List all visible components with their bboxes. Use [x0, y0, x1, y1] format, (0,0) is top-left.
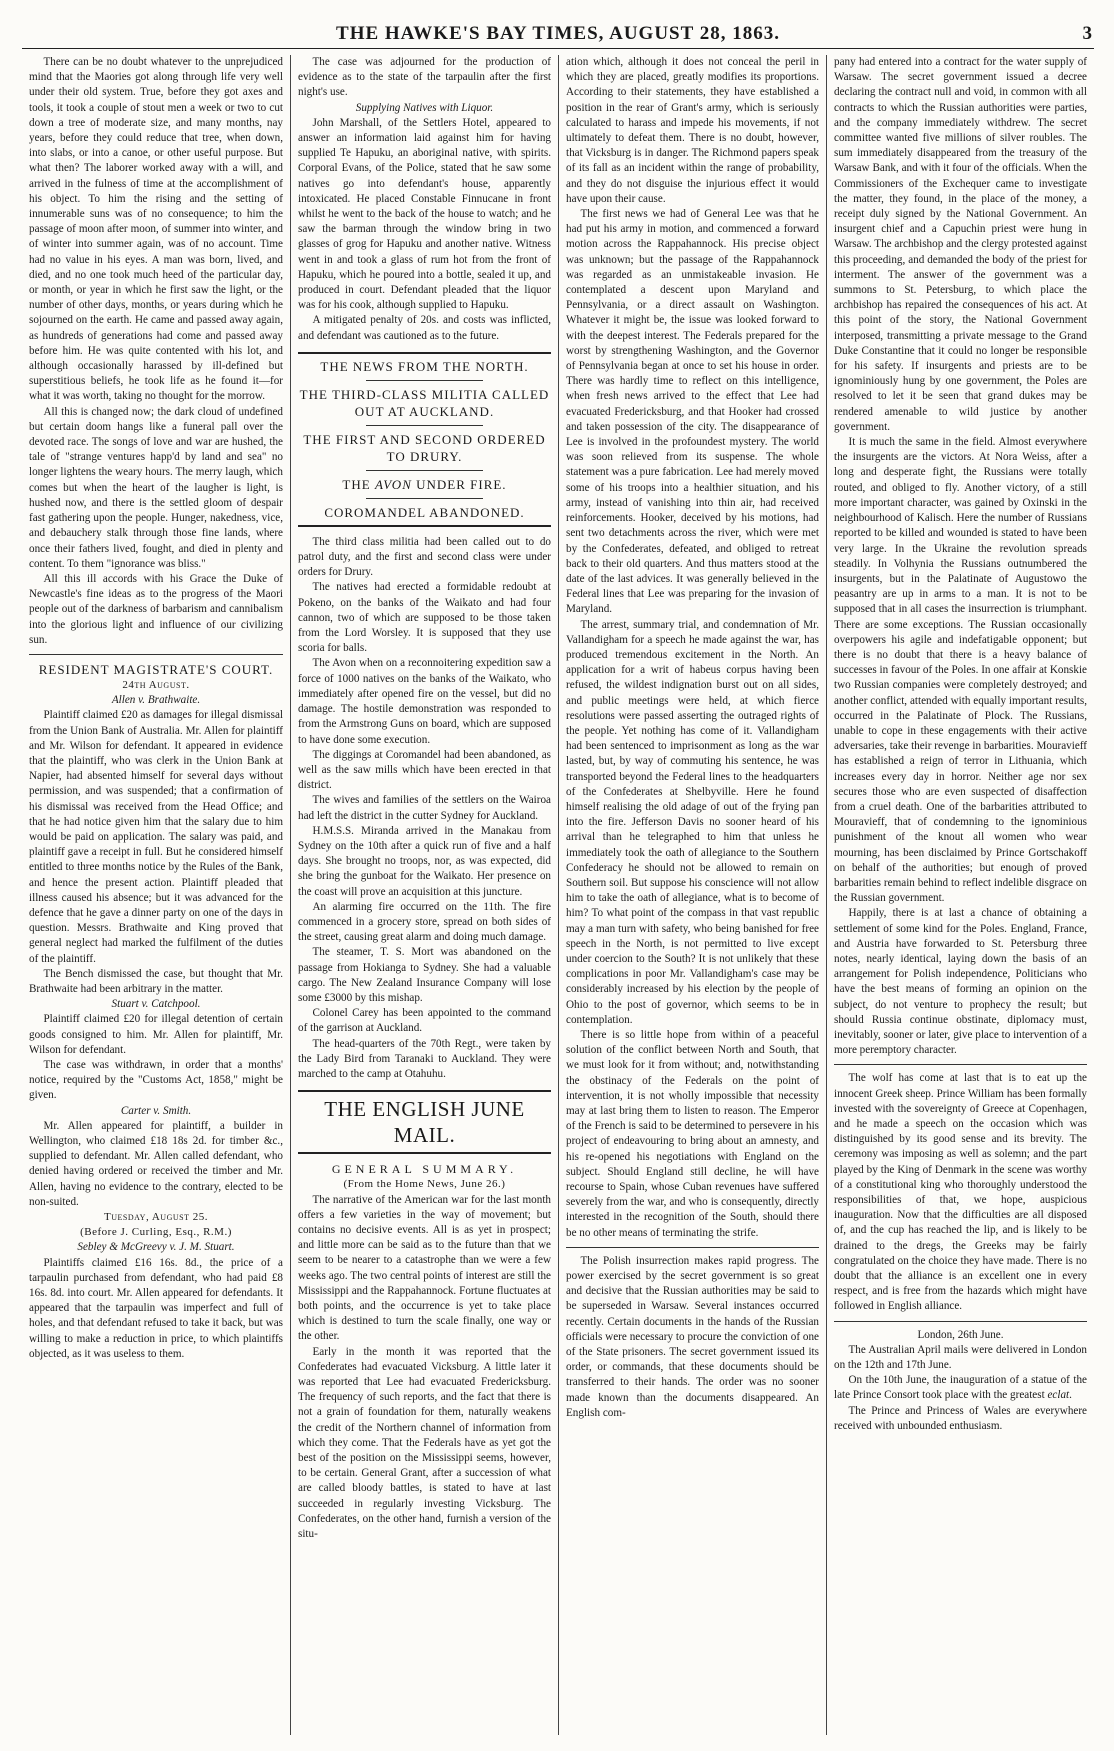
news-paragraph: The natives had erected a formidable redoubt at Pokeno, on the banks of the Waikato and had four cannon, two of which are supposed to be those taken from the Lord Worsley. It is supposed that they use scoria for balls.: [298, 581, 551, 655]
mail-heading: THE ENGLISH JUNE MAIL.: [324, 1097, 525, 1148]
case-result: A mitigated penalty of 20s. and costs was inflicted, and defendant was cautioned as to the future.: [298, 314, 551, 342]
court-date: Tuesday, August 25.: [104, 1211, 208, 1224]
ship-name: AVON: [374, 476, 412, 492]
headline-divider: [366, 498, 482, 499]
summary-paragraph: pany had entered into a contract for the water supply of Warsaw. The secret government issued a decree declaring the contract null and void, in common with all contracts to which the Russian authorities were parties, and the company immediately withdrew. The secret committee wanted five millions of silver roubles. The sum immediately disappeared from the treasury of the Warsaw Bank, and with it four of the officials. When the Commissioners of the Exchequer came to investigate the matter, they found, in the place of the money, a receipt duly signed by the National Government. An insurgent chief and a Capuchin priest were hung in Warsaw. The archbishop and the clergy protested against this proceeding, and demanded the body of the priest for interment. The answer of the government was a summons to St. Petersburg, to which place the archbishop has repaired the consequences of his act. At this point of the story, the National Government interposed, transmitting a private message to the Grand Duke Constantine that it could no longer be responsible for his safety. If insurgents and priests are to be ignominiously hung by one government, the Poles are resolved to let it be seen that grand dukes may be rendered amenable to wild justice by another government.: [834, 56, 1087, 433]
page-number: 3: [1082, 23, 1092, 44]
news-subheading: THE FIRST AND SECOND ORDERED TO DRURY.: [303, 431, 546, 464]
summary-paragraph: Happily, there is at last a chance of obtaining a settlement of some kind for the Poles. England, France, and Austria have forwarded to St. Petersburg three notes, nearly identical, laying down the basis of an arrangement for Polish independence, Politicians who have the best means of forming an opinion on the subject, do not venture to prophecy the result; but should Russia continue obstinate, diplomacy must, inevitably, sooner or later, give place to intervention of a more peremptory character.: [834, 907, 1087, 1057]
case-text: The case was adjourned for the production of evidence as to the state of the tarpaulin after the first night's use.: [298, 56, 551, 99]
case-title: Carter v. Smith.: [120, 1104, 192, 1117]
column-2: [290, 55, 558, 1735]
column-4: [826, 55, 1094, 1735]
column-rule: [834, 1321, 1087, 1322]
case-text: Plaintiffs claimed £16 16s. 8d., the price of a tarpaulin purchased from defendant, who had paid £8 16s. 8d. into court. Mr. Allen appeared for defendants. It appeared that the tarpaulin was imperfect and full of holes, and that defendant refused to take it back, but was willing to make a reduction in price, to which plaintiffs objected, as it was useless to them.: [29, 1256, 283, 1360]
newspaper-title: THE HAWKE'S BAY TIMES, AUGUST 28, 1863.: [336, 23, 780, 44]
summary-paragraph: The Australian April mails were delivered in London on the 12th and 17th June.: [834, 1343, 1087, 1372]
summary-source: (From the Home News, June 26.): [343, 1178, 506, 1191]
summary-paragraph: There is so little hope from within of a peaceful solution of the conflict between North and South, that we must look for it from without; and, notwithstanding the obstinacy of the Federals on the point of intervention, it is not wholly impossible that necessity may at last bring them to listen to reason. The Emperor of the French is said to be determined to persevere in his project of endeavouring to bring about an amnesty, and his re-opened his negotiations with England on the subject. Should England still decline, he will have recourse to Spain, whose Cuban revenues have suffered severely from the war, and who is consequently, directly interested in the recognition of the South, should there be no other means of terminating the strife.: [566, 1029, 819, 1239]
court-bench: (Before J. Curling, Esq., R.M.): [80, 1226, 232, 1239]
news-paragraph: The head-quarters of the 70th Regt., were taken by the Lady Bird from Taranaki to Auckland. They were marched to the camp at Otahuhu.: [298, 1037, 551, 1080]
case-text: Plaintiff claimed £20 for illegal detention of certain goods consigned to him. Mr. Allen for plaintiff, Mr. Wilson for defendant.: [29, 1013, 283, 1056]
news-heading: THE NEWS FROM THE NORTH.: [320, 358, 529, 374]
case-title: Sebley & McGreevy v. J. M. Stuart.: [77, 1241, 235, 1254]
news-paragraph: Colonel Carey has been appointed to the command of the garrison at Auckland.: [298, 1007, 551, 1035]
news-subheading: [298, 476, 551, 493]
case-result: The Bench dismissed the case, but thought that Mr. Brathwaite had been arbitrary in the matter.: [29, 967, 283, 995]
column-rule: [29, 654, 283, 655]
news-paragraph: An alarming fire occurred on the 11th. The fire commenced in a grocery store, spread on both sides of the street, causing great alarm and doing much damage.: [298, 900, 551, 944]
north-news-headlines: [298, 352, 551, 527]
headline-text: UNDER FIRE.: [411, 476, 507, 492]
summary-paragraph: The arrest, summary trial, and condemnation of Mr. Vallandigham for a speech he made against the war, has produced tremendous excitement in the North. An application for a writ of habeus corpus having been refused, the wildest indignation burst out on all sides, and public meetings were held, at which fierce resolutions were passed asserting the outraged rights of the people. Yet nothing has come of it. Vallandigham had been sentenced to imprisonment as long as the war lasted, but, by way of commuting his sentence, he was transported beyond the Federal lines to the headquarters of the Confederates at Shelbyville. Here he found himself realising the old adage of out of the frying pan into the fire. Jefferson Davis no sooner heard of his arrival than he telegraphed to him that unless he immediately took the oath of allegiance to the Southern Confederacy he should not be allowed to remain on Southern soil. But suppose his conscience will not allow him to take the oath of allegiance, what is to become of him? To what point of the compass in that vast republic may a man turn with safety, who being banished for free speech in the North, is not permitted to live except under coercion to the South? It is not unlikely that these complications in poor Mr. Vallandigham's case may be considerably increased by his election by the people of Ohio to the post of governor, which seems to be in contemplation.: [566, 618, 819, 1026]
maori-editorial-paragraph: There can be no doubt whatever to the unprejudiced mind that the Maories got along through life very well under their old system. True, before they got axes and tools, it took a couple of stout men a week or two to cut down a tree of moderate size, and many months, nay years, before they could reduce that tree, when down, into slabs, or into a canoe, or other useful purpose. But what then? The laborer worked away with a will, and arrived in the fulness of time at the accomplishment of his object. To him the rising and the setting of innumerable suns was of no consequence; to him the passage of moon after moon, of summer into winter, and of winter into summer again, was of no account. Time had no value in his eyes. A man was born, lived, and died, and no one took much heed of the particular day, or month, or year in which he first saw the light, or the number of other days, months, or years during which he sojourned on the earth. He came and passed away again, as hundreds of generations had come and passed away before him. He was quite contented with his lot, and although occasionally harassed by ill-defined but superstitious beliefs, he took life as he found it—for what it was worth, taking no thought for the morrow.: [29, 56, 283, 403]
summary-paragraph: [834, 1373, 1087, 1403]
court-heading: RESIDENT MAGISTRATE'S COURT.: [38, 661, 274, 677]
case-title: Supplying Natives with Liquor.: [355, 101, 494, 114]
mail-heading-box: [298, 1090, 551, 1154]
court-date: 24th August.: [122, 678, 190, 691]
case-text: Plaintiff claimed £20 as damages for illegal dismissal from the Union Bank of Australia. Mr. Allen for plaintiff and Mr. Wilson for defendant. It appeared in evidence that the plaintiff, who was clerk in the Union Bank at Napier, had absented himself for several days without permission, and was suspended; that a confirmation of his dismissal was received from the Head Office; and that he had notice given him that the salary due to him would be paid on application. The salary was paid, and plaintiff gave a receipt in full. But he considered himself entitled to three months notice by the Rules of the Bank, and hence the present action. Plaintiff pleaded that illness caused his absence; but it was advanced for the defence that he gave a dinner party on one of the days in question. Messrs. Brathwaite and King proved that general neglect had marked the fulfilment of the duties of the plaintiff.: [29, 709, 283, 965]
summary-paragraph: The Prince and Princess of Wales are everywhere received with unbounded enthusiasm.: [834, 1404, 1087, 1432]
dateline: London, 26th June.: [917, 1328, 1004, 1341]
maori-editorial-paragraph: All this is changed now; the dark cloud of undefined but certain doom hangs like a funeral pall over the devoted race. The songs of love and war are hushed, the tale of "strange ventures happ'd by land and sea" no longer lightens the weary hours. The merry laugh, which comes but when the heart of the laugher is light, is hushed now, and there is the settled gloom of despair fast gathering upon the people. Hunger, nakedness, vice, and debauchery stalk through those fine lands, where once their fathers lived, fought, and died in plenty and content. To them "ignorance was bliss.": [29, 405, 283, 570]
news-paragraph: The wives and families of the settlers on the Wairoa had left the district in the cutter Sydney for Auckland.: [298, 794, 551, 822]
news-paragraph: The third class militia had been called out to do patrol duty, and the first and second class were under orders for Drury.: [298, 535, 551, 579]
case-result: The case was withdrawn, in order that a months' notice, required by the "Customs Act, 1858," might be given.: [29, 1059, 283, 1102]
maori-editorial-paragraph: All this ill accords with his Grace the Duke of Newcastle's fine ideas as to the progress of the Maori people out of the darkness of barbarism and cannibalism into the glorious light and influence of our civilizing sun.: [29, 572, 283, 646]
case-title: Allen v. Brathwaite.: [111, 694, 201, 707]
news-paragraph: The diggings at Coromandel had been abandoned, as well as the saw mills which have been erected in that district.: [298, 748, 551, 792]
summary-paragraph: It is much the same in the field. Almost everywhere the insurgents are the victors. At Nora Weiss, after a long and desperate fight, the Russians were totally routed, and obliged to fly. Another victory, of a still more important character, was gained by Oxinski in the neighbourhood of Kalisch. Here the number of Russians reported to be killed and wounded is stated to have been very large. In the Ukraine the revolution spreads steadily. In Volhynia the Russians outnumbered the insurgents, but in the Palatinate of Augustowo the peasantry are up in arms to a man. It is not to be supposed that in all cases the insurrection is triumphant. There are some exceptions. The Russian occasionally overpowers his agile and indefatigable opponent; but there is no doubt that there is a heavy balance of successes in favour of the Poles. In one affair at Konskie two Russian companies were completely destroyed; and another conflict, attended with equally important results, occurred in the Palatinate of Plock. The Russians, unable to cope in these engagements with their active adversaries, take their revenge in barbarities. Mouravieff has established a reign of terror in Lithuania, which increases every day in horror. Neither age nor sex secures those who are even suspected of disaffection from a cruel death. One of the barbarities attributed to Mouravieff, that of condemning to the ignominious punishment of the knout all women who wear mourning, has been disclaimed by Prince Gortschakoff on behalf of the authorities; but enough of proved barbarities remain behind to reflect indelible disgrace on the Russian government.: [834, 436, 1087, 905]
summary-paragraph: The narrative of the American war for the last month offers a few varieties in the way of movement; but contains no decisive events. All is as yet in prospect; and little more can be said as to the future than that we seem to be nearer to a catastrophe than we were a few weeks ago. The two central points of interest are still the Mississippi and the Rappahannock. Fortune fluctuates at both points, and the occurrence is yet to take place which is destined to turn the scale finally, one way or the other.: [298, 1193, 551, 1343]
headline-text: THE: [342, 476, 375, 492]
column-rule: [566, 1247, 819, 1248]
news-paragraph: The steamer, T. S. Mort was abandoned on the passage from Hokianga to Sydney. She had a valuable cargo. The New Zealand Insurance Company will lose some £3000 by this mishap.: [298, 946, 551, 1004]
paragraph-text: .: [1069, 1389, 1072, 1402]
summary-paragraph: The Polish insurrection makes rapid progress. The power exercised by the secret government is so great and decisive that the Russian authorities may be said to be superseded in Warsaw. Several instances occurred recently. Certain documents in the hands of the Russian officials were necessary to procure the conviction of one of the State prisoners. The secret government issued its order, or commands, that these documents should be transferred to their hands. The order was no sooner made known than the documents disappeared. An English com-: [566, 1254, 819, 1419]
masthead: [22, 20, 1094, 49]
headline-divider: [366, 380, 482, 381]
summary-paragraph: The wolf has come at last that is to eat up the innocent Greek sheep. Prince William has been formally invested with the sovereignty of Greece at Copenhagen, and he made a speech on the occasion which was distinguished by its good sense and its brevity. The ceremony was imposing as well as solemn; and the part played by the King of Denmark in the scene was worthy of a constitutional king who thoroughly understood the responsibilities of that, we hope, auspicious inauguration. Now that the difficulties are all disposed of, and the cup has reached the lip, and is likely to be drained to the dregs, the Greeks may be fairly congratulated on the choice they have made. There is no doubt that the alliance is an excellent one in every respect, and is free from the hazards which might have followed in English alliance.: [834, 1072, 1087, 1313]
summary-heading: GENERAL SUMMARY.: [331, 1162, 518, 1177]
column-1: [22, 55, 290, 1735]
case-text: Mr. Allen appeared for plaintiff, a builder in Wellington, who claimed £18 18s 2d. for timber &c., supplied to defendant. Mr. Allen called defendant, who denied having ordered or received the timber and Mr. Allen, having no evidence to the contrary, elected to be non-suited.: [29, 1119, 283, 1208]
italic-word: eclat: [1047, 1389, 1070, 1402]
headline-divider: [366, 470, 482, 471]
news-subheading: THE THIRD-CLASS MILITIA CALLED OUT AT AUCKLAND.: [299, 386, 550, 419]
column-rule: [834, 1064, 1087, 1065]
summary-paragraph: Early in the month it was reported that the Confederates had evacuated Vicksburg. A little later it was reported that Lee had evacuated Fredericksburg. The frequency of such reports, and the fact that there is not a grain of foundation for them, naturally weakens the credit of the Northern channel of information from which they come. That the Federals have as yet got the best of the position on the Mississippi seems, however, to be certain. General Grant, after a succession of what are called bloody battles, is stated to have at last succeeded in regularly investing Vicksburg. The Confederates, on the other hand, furnish a version of the situ-: [298, 1345, 551, 1541]
news-paragraph: The Avon when on a reconnoitering expedition saw a force of 1000 natives on the banks of the Waikato, who immediately after opened fire on the vessel, but did no damage. The hostile demonstration was responded to from the Armstrong Guns on board, which are supposed to have done some execution.: [298, 657, 551, 746]
case-text: John Marshall, of the Settlers Hotel, appeared to answer an information laid against him for having supplied Te Hapuku, an aboriginal native, with spirits. Corporal Evans, of the Police, stated that he saw some natives go into defendant's house, apparently intoxicated. He placed Constable Finnucane in front whilst he went to the back of the house to watch; and he saw the barman through the window bring in two glasses of grog for Hapuku and another native. Witness went in and took a glass of rum hot from the front of Hapuku, which he poured into a bottle, sealed it up, and produced in court. Defendant pleaded that the liquor was for his cook, although supplied to Hapuku.: [298, 116, 551, 312]
column-3: [558, 55, 826, 1735]
case-title: Stuart v. Catchpool.: [111, 998, 201, 1011]
headline-divider: [366, 425, 482, 426]
news-subheading: COROMANDEL ABANDONED.: [324, 504, 525, 520]
article-columns: [22, 55, 1094, 1735]
news-paragraph: H.M.S.S. Miranda arrived in the Manakau from Sydney on the 10th after a quick run of five and a half days. She brought no troops, nor, as was expected, did she bring the gunboat for the Waikato. Her presence on the coast will prove an acquisition at this juncture.: [298, 824, 551, 898]
summary-paragraph: ation which, although it does not conceal the peril in which they are placed, greatly modifies its proportions. According to their statements, they have established a position in the rear of Grant's army, which is seriously calculated to harass and impede his movements, if not ultimately to defeat them. There is no doubt, however, that Vicksburg is in danger. The Richmond papers speak of its fall as an incident within the range of probability, and they do not disguise the injurious effect it would have upon their cause.: [566, 56, 819, 205]
paragraph-text: On the 10th June, the inauguration of a statue of the late Prince Consort took place with the greatest: [834, 1374, 1087, 1402]
summary-paragraph: The first news we had of General Lee was that he had put his army in motion, and commenced a forward motion across the Rappahannock. His precise object was unknown; but the passage of the Rappahannock was regarded as an unmistakeable invasion. He contemplated a descent upon Maryland and Pennsylvania, or a direct assault on Washington. Whatever it might be, the issue was looked forward to with the deepest interest. The Federals prepared for the worst by strengthening Washington, and the Governor of Pennsylvania began at once to set his house in order. There was hardly time to reflect on this intelligence, when fresh news arrived to the effect that Lee had evacuated Fredericksburg, and that Hooker had crossed and taken possession of the city. The disappearance of Lee is involved in the profoundest mystery. The world was soon relieved from its suspense. The whole statement was a pure fabrication. Lee had merely moved some of his troops into a healthier situation, and his army, instead of vanishing into thin air, had received reinforcements. Hooker, deceived by his motions, had sent two detachments across the river, which were met by the Confederates, defeated, and obliged to retreat back to their old quarters. And thus matters stood at the date of the last advices. It was generally believed in the Federal lines that Lee was preparing for the invasion of Maryland.: [566, 208, 819, 616]
